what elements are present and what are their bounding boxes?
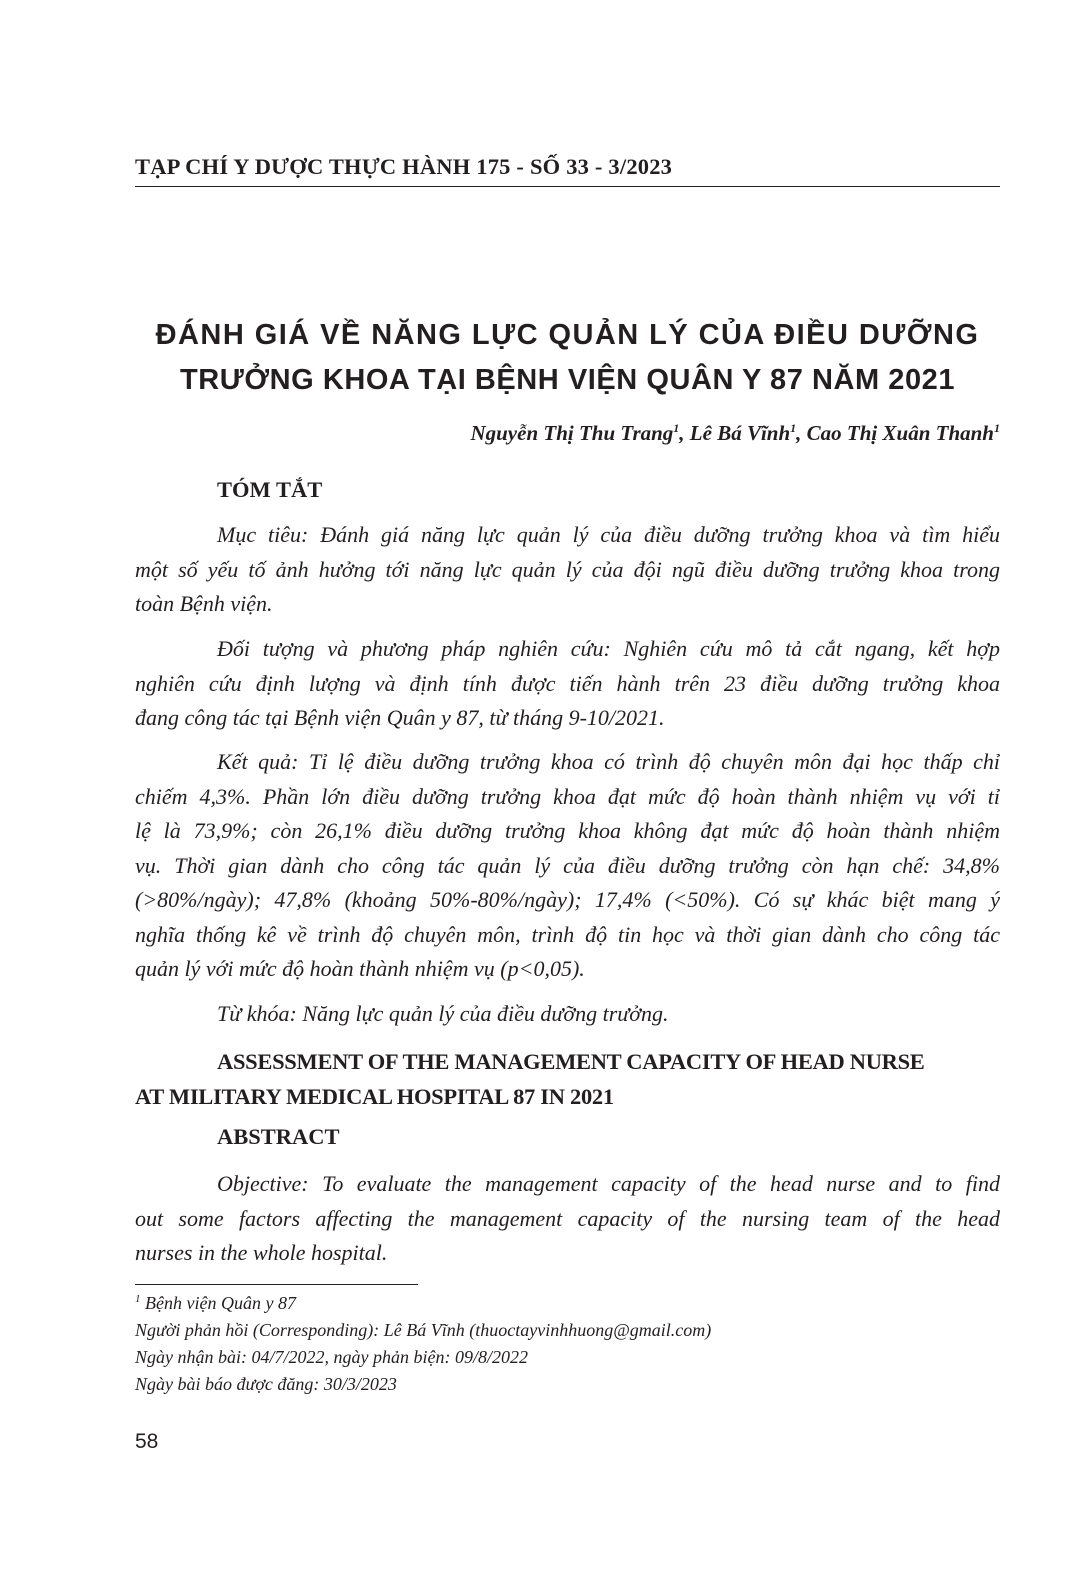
author-separator: ,	[679, 421, 690, 445]
paragraph-line: Mục tiêu: Đánh giá năng lực quản lý của điều dưỡng trưởng khoa và tìm hiểu	[217, 522, 1000, 547]
footnote-received: Ngày nhận bài: 04/7/2022, ngày phản biện: 09/8/2022	[135, 1347, 528, 1367]
keywords-vn	[135, 997, 1000, 1032]
paragraph-line: Từ khóa: Năng lực quản lý của điều dưỡng trưởng.	[217, 1001, 669, 1026]
section-heading-summary: TÓM TẮT	[217, 477, 323, 502]
english-title	[135, 1044, 1000, 1114]
author-name: Cao Thị Xuân Thanh	[806, 421, 994, 445]
author-name: Lê Bá Vĩnh	[689, 421, 791, 445]
paragraph-line: vụ. Thời gian dành cho công tác quản lý của điều dưỡng trưởng còn hạn chế: 34,8%	[135, 852, 1000, 878]
paragraph-line: (>80%/ngày); 47,8% (khoảng 50%-80%/ngày); 17,4% (<50%). Có sự khác biệt mang ý	[135, 887, 1000, 912]
journal-page	[135, 0, 1000, 1581]
abstract-results-vn	[135, 745, 1000, 987]
paragraph-line: Đối tượng và phương pháp nghiên cứu: Nghiên cứu mô tả cắt ngang, kết hợp	[217, 636, 1000, 661]
author-name: Nguyễn Thị Thu Trang	[470, 421, 674, 445]
paragraph-line: nurses in the whole hospital.	[135, 1240, 388, 1265]
footnote-affiliation	[135, 1290, 711, 1317]
paragraph-line: nghiên cứu định lượng và định tính được tiến hành trên 23 điều dưỡng trưởng khoa	[135, 670, 1000, 696]
paragraph-line: toàn Bệnh viện.	[135, 591, 273, 616]
footnote-rule	[135, 1284, 418, 1285]
author-separator: ,	[796, 421, 807, 445]
paragraph-line: Kết quả: Tỉ lệ điều dưỡng trưởng khoa có trình độ chuyên môn đại học thấp chỉ	[217, 749, 1000, 774]
english-title-line-1: ASSESSMENT OF THE MANAGEMENT CAPACITY OF HEAD NURSE	[217, 1049, 925, 1074]
author-affiliation-mark: 1	[673, 421, 680, 435]
author-affiliation-mark: 1	[790, 421, 797, 435]
abstract-objective-en	[135, 1167, 1000, 1271]
section-heading-abstract: ABSTRACT	[217, 1124, 340, 1149]
abstract-objective-vn	[135, 518, 1000, 622]
paragraph-line: đang công tác tại Bệnh viện Quân y 87, từ tháng 9-10/2021.	[135, 705, 665, 730]
paragraph-line: quản lý với mức độ hoàn thành nhiệm vụ (p<0,05).	[135, 956, 585, 981]
article-title	[135, 313, 1000, 403]
title-line-1: ĐÁNH GIÁ VỀ NĂNG LỰC QUẢN LÝ CỦA ĐIỀU DƯỠNG	[155, 319, 980, 351]
running-head: TẠP CHÍ Y DƯỢC THỰC HÀNH 175 - SỐ 33 - 3/2023	[135, 154, 673, 179]
paragraph-line: nghĩa thống kê về trình độ chuyên môn, trình độ tin học và thời gian dành cho công tác	[135, 921, 1000, 947]
footnote-mark: 1	[135, 1293, 141, 1305]
footnotes	[135, 1290, 711, 1398]
english-title-line-2: AT MILITARY MEDICAL HOSPITAL 87 IN 2021	[135, 1084, 614, 1109]
page-number: 58	[135, 1430, 159, 1453]
paragraph-line: out some factors affecting the management capacity of the nursing team of the head	[135, 1205, 1000, 1231]
footnote-published: Ngày bài báo được đăng: 30/3/2023	[135, 1374, 397, 1394]
paragraph-line: lệ là 73,9%; còn 26,1% điều dưỡng trưởng khoa không đạt mức độ hoàn thành nhiệm	[135, 818, 1000, 843]
author-affiliation-mark: 1	[994, 421, 1000, 435]
title-line-2: TRƯỞNG KHOA TẠI BỆNH VIỆN QUÂN Y 87 NĂM 2021	[179, 364, 956, 396]
paragraph-line: chiếm 4,3%. Phần lớn điều dưỡng trưởng khoa đạt mức độ hoàn thành nhiệm vụ với tỉ	[135, 783, 1000, 809]
footnote-affiliation-text: Bệnh viện Quân y 87	[140, 1293, 296, 1313]
abstract-methods-vn	[135, 632, 1000, 736]
header-rule	[135, 186, 1000, 187]
footnote-corresponding: Người phản hồi (Corresponding): Lê Bá Vĩnh (thuoctayvinhhuong@gmail.com)	[135, 1320, 712, 1340]
author-list	[470, 421, 1000, 446]
paragraph-line: Objective: To evaluate the management capacity of the head nurse and to find	[217, 1171, 1000, 1196]
paragraph-line: một số yếu tố ảnh hưởng tới năng lực quản lý của đội ngũ điều dưỡng trưởng khoa trong	[135, 556, 1000, 582]
